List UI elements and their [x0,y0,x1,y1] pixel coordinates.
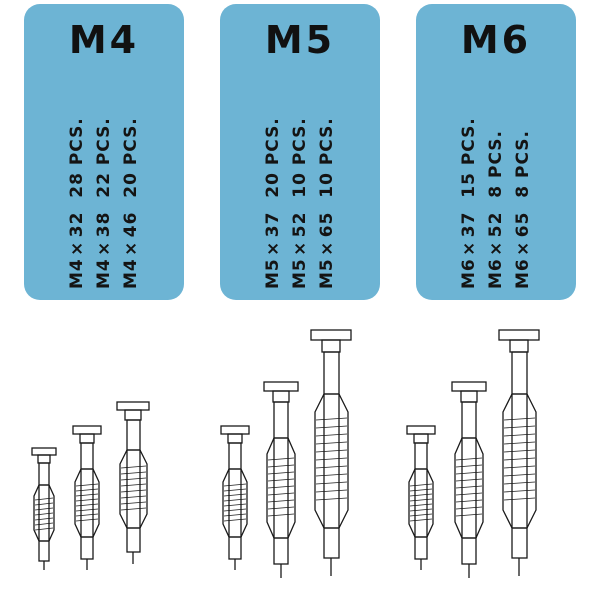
spec-card-m4 [24,4,184,300]
anchor-group-m4 [22,318,172,582]
spec-line: M5×52 10 PCS. [289,117,310,289]
anchor-m4-32 [32,448,56,570]
spec-line: M4×32 28 PCS. [66,117,87,289]
spec-card-m5 [220,4,380,300]
anchor-m4-38 [73,426,101,570]
spec-line: M5×37 20 PCS. [262,117,283,289]
spec-line: M6×52 8 PCS. [485,130,506,289]
anchor-m6-65 [499,330,539,576]
card-title-m4: M4 [68,18,140,62]
anchor-m6-37 [407,426,435,570]
spec-line: M6×37 15 PCS. [458,117,479,289]
spec-line: M4×38 22 PCS. [93,117,114,289]
anchor-diagram [0,318,600,600]
anchor-group-m6 [400,318,575,582]
card-title-m5: M5 [264,18,336,62]
card-title-m6: M6 [460,18,532,62]
spec-card-row [0,4,600,304]
anchor-m5-37 [221,426,249,570]
anchor-m5-65 [311,330,351,576]
anchor-m6-52 [452,382,486,578]
spec-line: M5×65 10 PCS. [316,117,337,289]
card-rows-m5 [220,74,380,289]
anchor-m4-46 [117,402,149,564]
anchor-m5-52 [264,382,298,578]
anchor-group-m5 [212,318,377,582]
card-rows-m6 [416,74,576,289]
spec-line: M4×46 20 PCS. [120,117,141,289]
spec-card-m6 [416,4,576,300]
spec-line: M6×65 8 PCS. [512,130,533,289]
card-rows-m4 [24,74,184,289]
